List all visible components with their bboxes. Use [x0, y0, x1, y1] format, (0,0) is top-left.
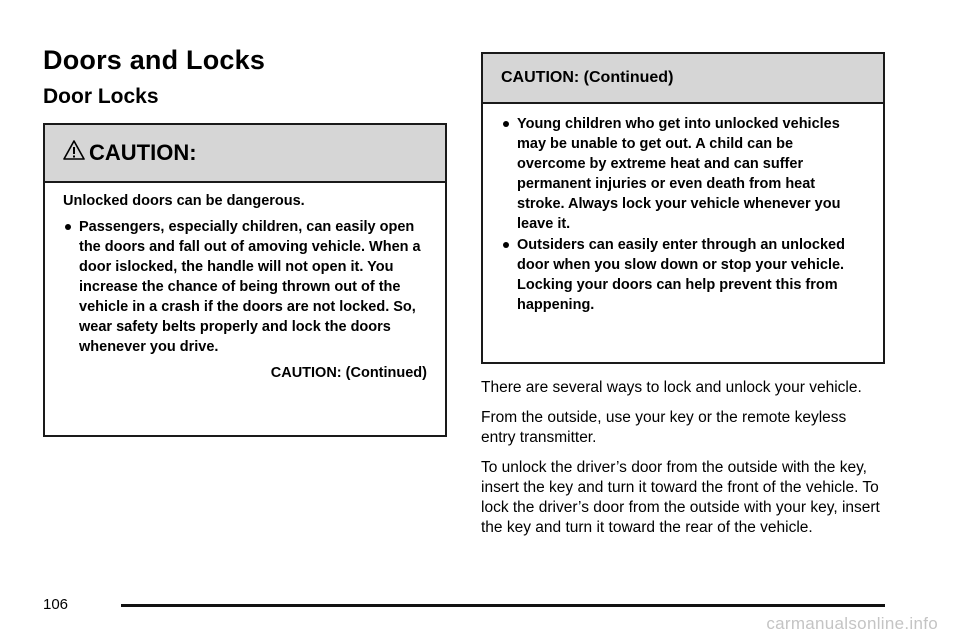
section-title: Door Locks	[43, 85, 159, 108]
footer-rule	[121, 604, 885, 607]
caution-continued-bullets	[501, 114, 865, 315]
caution-box-continued	[481, 52, 885, 364]
caution-box	[43, 123, 447, 437]
caution-continued: CAUTION: (Continued)	[270, 365, 427, 381]
bullet-icon	[65, 224, 71, 230]
caution-header	[45, 125, 445, 183]
caution-continued-header-label: CAUTION: (Continued)	[501, 69, 674, 86]
caution-intro: Unlocked doors can be dangerous.	[63, 193, 305, 209]
warning-triangle-icon	[63, 139, 85, 161]
page-number: 106	[43, 596, 69, 613]
bullet-icon	[503, 242, 509, 248]
bullet-text: Passengers, especially children, can easily open the doors and fall out of amoving vehicle. When a door islocked, the handle will not open it. You increase the chance of being thrown out of the vehicle in a crash if the doors are not locked. So, wear safety belts properly and lock the doors whenever you drive.	[79, 219, 421, 355]
caution-continued-body	[483, 104, 883, 315]
right-column	[481, 52, 885, 548]
caution-continued-header	[483, 54, 883, 104]
bullet-icon	[503, 121, 509, 127]
body-text	[481, 378, 885, 538]
list-item	[501, 114, 865, 234]
list-item	[501, 235, 865, 315]
bullet-text: Outsiders can easily enter through an unlocked door when you slow down or stop your vehicle. Locking your doors can help prevent this from happening.	[517, 237, 845, 313]
paragraph: There are several ways to lock and unlock your vehicle.	[481, 379, 862, 396]
paragraph: To unlock the driver’s door from the outside with the key, insert the key and turn it toward the front of the vehicle. To lock the driver’s door from the outside with your key, insert the key and turn it toward the rear of the vehicle.	[481, 459, 880, 536]
paragraph: From the outside, use your key or the remote keyless entry transmitter.	[481, 409, 847, 446]
bullet-text: Young children who get into unlocked vehicles may be unable to get out. A child can be overcome by extreme heat and can suffer permanent injuries or even death from heat stroke. Always lock your vehicle whenever you leave it.	[517, 116, 841, 232]
left-column	[43, 38, 447, 437]
caution-header-label: CAUTION:	[89, 140, 197, 165]
watermark: carmanualsonline.info	[766, 614, 938, 633]
page-title: Doors and Locks	[43, 45, 266, 75]
caution-body	[45, 183, 445, 383]
caution-bullets	[63, 217, 427, 357]
list-item	[63, 217, 427, 357]
